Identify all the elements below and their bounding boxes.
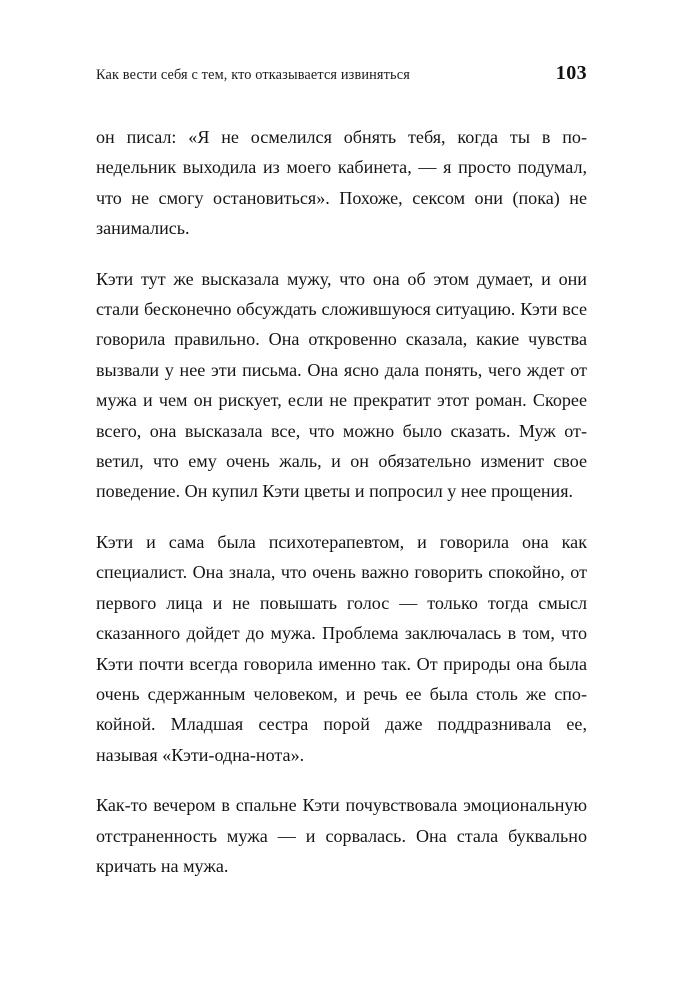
- paragraph: Кэти тут же высказала мужу, что она об этом думает, и они стали бесконечно обсуждать сложившуюся ситуацию. Кэти все говорила правильно. Она откровенно сказала, какие чувства вызвали у нее эти письма. Она ясно дала понять, чего ждет от мужа и чем он рискует, если не прекратит этот роман. Скорее всего, она высказала все, что можно было сказать. Муж ответил, что ему очень жаль, и он обязательно изменит свое поведение. Он купил Кэти цветы и попросил у нее прощения.: [96, 268, 587, 502]
- paragraph: Как-то вечером в спальне Кэти почувствовала эмоциональную отстраненность мужа — и сорвалась. Она стала буквально кричать на мужа.: [96, 795, 587, 876]
- paragraph: Кэти и сама была психотерапевтом, и говорила она как специалист. Она знала, что очень важно говорить спокойно, от первого лица и не повышать голос — только тогда смысл сказанного дойдет до мужа. Проблема заключалась в том, что Кэти почти всегда говорила именно так. От природы она была очень сдержанным человеком, и речь ее была столь же спокойной. Младшая сестра порой даже поддразнивала ее, называя «Кэти-одна-нота».: [96, 531, 587, 765]
- body-text: [96, 122, 587, 881]
- page-header: [96, 62, 587, 85]
- paragraph: он писал: «Я не осмелился обнять тебя, когда ты в понедельник выходила из моего кабинета, — я просто подумал, что не смогу остановиться». Похоже, сексом они (пока) не занимались.: [96, 127, 587, 239]
- page-number: 103: [555, 62, 587, 84]
- running-title: Как вести себя с тем, кто отказывается извиняться: [96, 67, 410, 83]
